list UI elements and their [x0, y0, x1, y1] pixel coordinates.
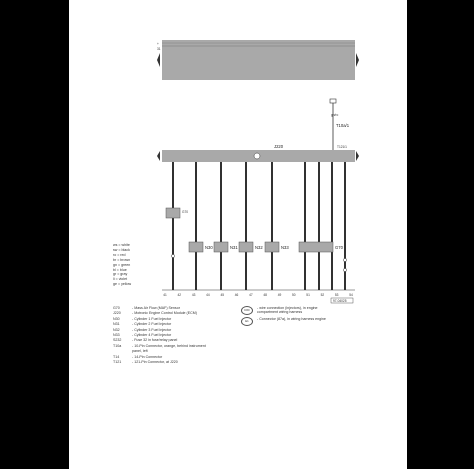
component-desc: - Cylinder 1 Fuel Injector — [132, 316, 172, 321]
color-legend-item: bl = blue — [113, 267, 127, 272]
bottom-number: 43 — [191, 293, 196, 297]
injector-label-3: N32 — [255, 245, 263, 250]
component-desc: - Cylinder 4 Fuel Injector — [132, 332, 172, 337]
color-legend-item: ro = red — [113, 252, 126, 257]
component-desc: - Cylinder 3 Fuel Injector — [132, 327, 172, 332]
color-legend-item: br = brown — [113, 257, 131, 262]
color-legend-item: sw = black — [113, 247, 130, 252]
component-code: S232 — [113, 338, 122, 343]
connector-dot-2 — [343, 258, 346, 261]
component-code: T14 — [113, 354, 120, 359]
connection-symbol: D60 — [241, 306, 253, 315]
bottom-number: 52 — [320, 293, 325, 297]
injector-label-2: N31 — [230, 245, 238, 250]
injector-label-4: N33 — [281, 245, 289, 250]
bottom-number: 44 — [206, 293, 210, 297]
connection-desc-line2: compartment wiring harness — [257, 310, 303, 315]
component-code: J220 — [113, 311, 121, 316]
header-terminal-31: 31 — [157, 47, 161, 51]
bottom-number: 45 — [220, 293, 225, 297]
sensor-label-right: G70 — [335, 245, 343, 250]
ecm-right-arrow-icon — [356, 151, 359, 161]
component-code: N32 — [113, 327, 120, 332]
injector-label-1: N30 — [205, 245, 213, 250]
left-arrow-icon — [157, 53, 160, 67]
bottom-number: 53 — [334, 293, 339, 297]
connection-symbol: E1 — [241, 317, 253, 326]
sensor-box-left — [166, 208, 180, 218]
fuse-wire-label: gn/ro — [331, 113, 339, 117]
connection-desc-line1: - Connector (87a), in wiring harness engine — [257, 317, 326, 321]
color-legend-item: ws = white — [113, 243, 130, 247]
ecm-ground-symbol — [254, 153, 260, 159]
bottom-numbers — [163, 293, 353, 297]
color-legend-item: gr = gray — [113, 272, 128, 277]
connection-desc-line1: - wire connection (injectors), in engine — [257, 306, 318, 310]
injector-box-1 — [189, 242, 203, 252]
component-code: N33 — [113, 332, 120, 337]
wiring-diagram — [69, 0, 407, 469]
doc-number: 97-04025 — [333, 299, 347, 303]
injector-box-3 — [239, 242, 253, 252]
diagram-sheet — [69, 0, 407, 469]
bottom-number: 49 — [277, 293, 282, 297]
component-desc: - Mass Air Flow (MAF) Sensor — [132, 306, 180, 310]
wire-group — [173, 162, 345, 290]
header-terminal-plus: + — [157, 42, 159, 46]
component-desc: - Fuse 32 in fuse/relay panel — [132, 338, 178, 343]
color-legend-item: ge = yellow — [113, 282, 132, 287]
bottom-number: 48 — [263, 293, 267, 297]
component-desc: - 10-Pin Connector, orange, behind instrument — [132, 343, 206, 348]
right-arrow-icon — [356, 53, 359, 67]
bottom-number: 41 — [163, 293, 167, 297]
control-module-label: J220 — [274, 144, 284, 149]
connection-desc — [257, 306, 318, 315]
injector-box-2 — [214, 242, 228, 252]
component-code: N31 — [113, 322, 120, 327]
component-desc: - Cylinder 2 Fuel Injector — [132, 322, 172, 327]
component-desc: panel, left — [132, 349, 148, 354]
sensor-box-right — [299, 242, 333, 252]
component-code: N30 — [113, 316, 120, 321]
sensor-label-left: G70 — [182, 210, 189, 214]
bottom-number: 47 — [249, 293, 253, 297]
component-code: G70 — [113, 306, 120, 310]
bottom-number: 42 — [177, 293, 182, 297]
connector-dot-1 — [171, 254, 174, 257]
bottom-number: 51 — [306, 293, 310, 297]
color-legend — [113, 243, 131, 287]
ground-label: T121/1 — [337, 145, 347, 149]
fuse-symbol — [330, 99, 336, 103]
color-legend-item: gn = green — [113, 262, 131, 267]
component-desc: - 121-Pin Connector, at J220 — [132, 359, 178, 364]
bottom-number: 50 — [291, 293, 296, 297]
injector-box-4 — [265, 242, 279, 252]
color-legend-item: li = violet — [113, 277, 128, 282]
ecm-left-arrow-icon — [157, 151, 160, 161]
component-code: T10a — [113, 343, 122, 348]
component-code: T121 — [113, 359, 122, 364]
component-desc: - 14-Pin Connector — [132, 354, 163, 359]
connector-label: T10a/1 — [336, 123, 350, 128]
bottom-number: 54 — [349, 293, 353, 297]
connector-dot-3 — [343, 268, 346, 271]
bottom-number: 46 — [234, 293, 239, 297]
connection-desc — [257, 317, 326, 321]
component-desc: - Motronic Engine Control Module (ECM) — [132, 311, 197, 316]
